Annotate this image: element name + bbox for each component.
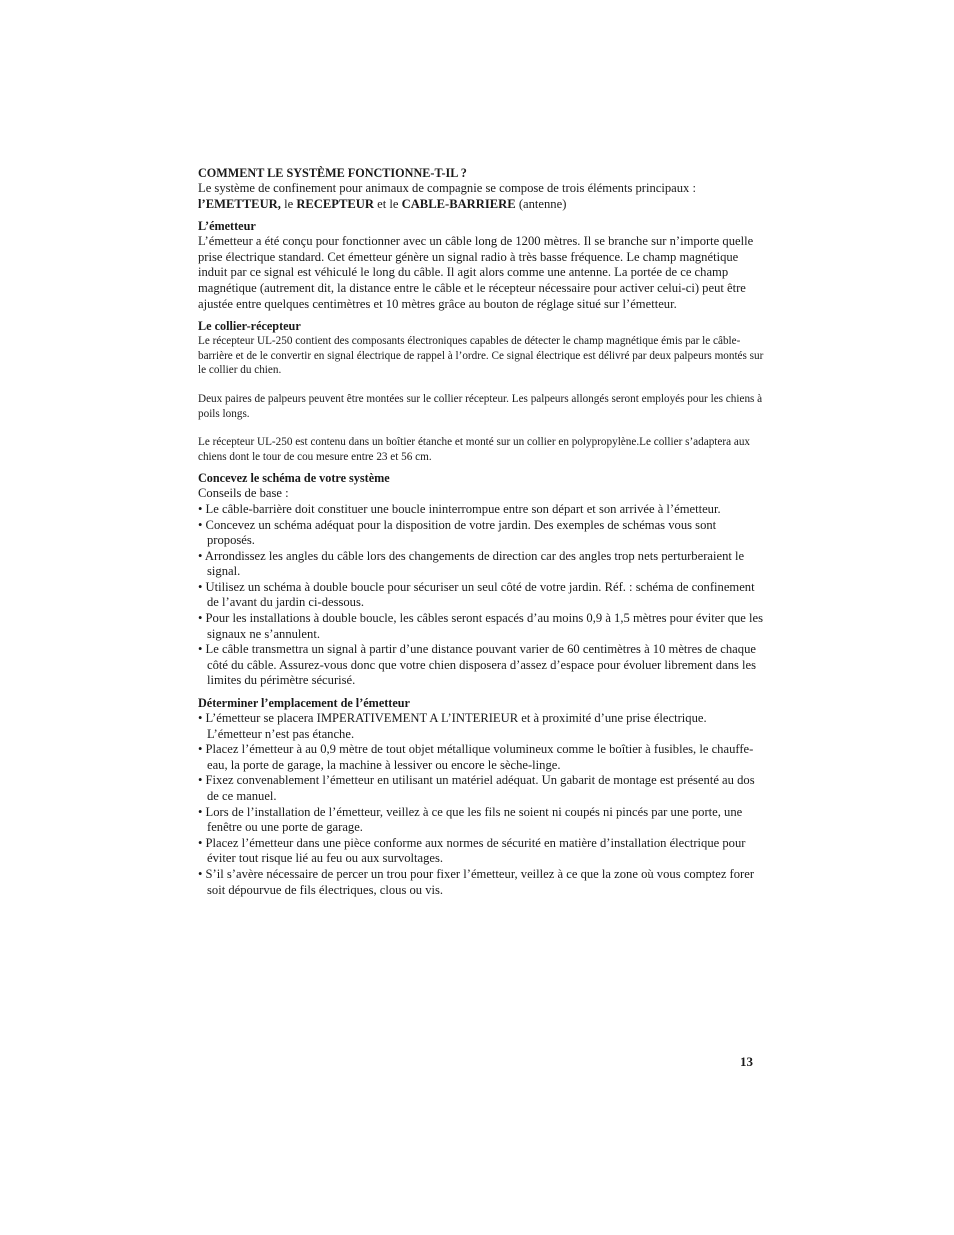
placement-heading: Déterminer l’emplacement de l’émetteur [198, 696, 410, 711]
list-item: • Placez l’émetteur à au 0,9 mètre de tout objet métallique volumineux comme le boîtier à fusibles, le chauffe-eau, la porte de garage, la machine à lessiver ou encore le sèche-linge. [198, 742, 754, 772]
list-item: • L’émetteur se placera IMPERATIVEMENT A L’INTERIEUR et à proximité d’une prise électrique. L’émetteur n’est pas étanche. [198, 711, 707, 741]
intro-section [198, 166, 764, 212]
component-emitter: l’EMETTEUR, [198, 196, 281, 211]
list-item: • Le câble transmettra un signal à partir d’une distance pouvant varier de 60 centimètres à 10 mètres de chaque côté du câble. Assurez-vous donc que votre chien disposera d’assez d’espace pour évoluer librement dans les limites du périmètre sécurisé. [198, 642, 757, 688]
collar-paragraph: Le récepteur UL-250 contient des composants électroniques capables de détecter le champ magnétique émis par le câble-barrière et de le convertir en signal électrique de rappel à l’ordre. Ce signal électrique est délivré par deux palpeurs montés sur le collier du chien. [198, 335, 764, 377]
list-item: • Placez l’émetteur dans une pièce conforme aux normes de sécurité en matière d’installation électrique pour éviter tout risque lié au feu ou aux survoltages. [198, 835, 746, 866]
intro-suffix: (antenne) [515, 196, 567, 211]
design-tips-list [198, 502, 764, 689]
design-heading: Concevez le schéma de votre système [198, 471, 390, 486]
intro-heading: COMMENT LE SYSTÈME FONCTIONNE-T-IL ? [198, 166, 467, 180]
collar-paragraph: Le récepteur UL-250 est contenu dans un boîtier étanche et monté sur un collier en polypropylène.Le collier s’adaptera aux chiens dont le tour de cou mesure entre 23 et 56 cm. [198, 436, 751, 463]
document-page [198, 166, 764, 898]
list-item: • Pour les installations à double boucle, les câbles seront espacés d’au moins 0,9 à 1,5 mètres pour éviter que les signaux ne s’annulent. [198, 611, 764, 641]
intro-sep-1: le [280, 196, 297, 211]
page-number: 13 [740, 1054, 753, 1069]
component-cable: CABLE-BARRIERE [401, 196, 516, 211]
list-item: • Le câble-barrière doit constituer une boucle ininterrompue entre son départ et son arrivée à l’émetteur. [198, 501, 721, 516]
component-receiver: RECEPTEUR [296, 196, 374, 211]
list-item: • Arrondissez les angles du câble lors des changements de direction car des angles trop nets perturberaient le signal. [198, 548, 745, 579]
intro-sentence: Le système de confinement pour animaux de compagnie se compose de trois éléments principaux : [198, 181, 697, 195]
list-item: • Utilisez un schéma à double boucle pour sécuriser un seul côté de votre jardin. Réf. : schéma de confinement de l’avant du jardin ci-dessous. [198, 579, 755, 610]
collar-paragraph: Deux paires de palpeurs peuvent être montées sur le collier récepteur. Les palpeurs allongés seront employés pour les chiens à poils longs. [198, 392, 763, 420]
design-section [198, 471, 764, 689]
placement-list [198, 711, 764, 898]
intro-text [198, 181, 764, 212]
emitter-section [198, 219, 764, 312]
list-item: • Fixez convenablement l’émetteur en utilisant un matériel adéquat. Un gabarit de montage est présenté au dos de ce manuel. [198, 773, 755, 803]
list-item: • Concevez un schéma adéquat pour la disposition de votre jardin. Des exemples de schémas vous sont proposés. [198, 517, 717, 548]
collar-section [198, 319, 764, 464]
list-item: • S’il s’avère nécessaire de percer un trou pour fixer l’émetteur, veillez à ce que la zone où vous comptez forer soit dépourvue de fils électriques, clous ou vis. [198, 866, 755, 897]
emitter-heading: L’émetteur [198, 219, 256, 234]
emitter-text: L’émetteur a été conçu pour fonctionner avec un câble long de 1200 mètres. Il se branche sur n’importe quelle prise électrique standard. Cet émetteur génère un signal radio à très basse fréquence. Le champ magnétique induit par ce signal est véhiculé le long du câble. Il agit alors comme une antenne. La portée de ce champ magnétique (autrement dit, la distance entre le câble et le récepteur nécessaire pour activer celui-ci) peut être ajustée entre quelques centimètres et 10 mètres grâce au bouton de réglage situé sur l’émetteur. [198, 234, 754, 311]
placement-section [198, 696, 764, 898]
intro-sep-2: et le [373, 196, 402, 211]
collar-heading: Le collier-récepteur [198, 319, 301, 334]
design-intro: Conseils de base : [198, 486, 289, 501]
list-item: • Lors de l’installation de l’émetteur, veillez à ce que les fils ne soient ni coupés ni pincés par une porte, une fenêtre ou une porte de garage. [198, 804, 743, 835]
